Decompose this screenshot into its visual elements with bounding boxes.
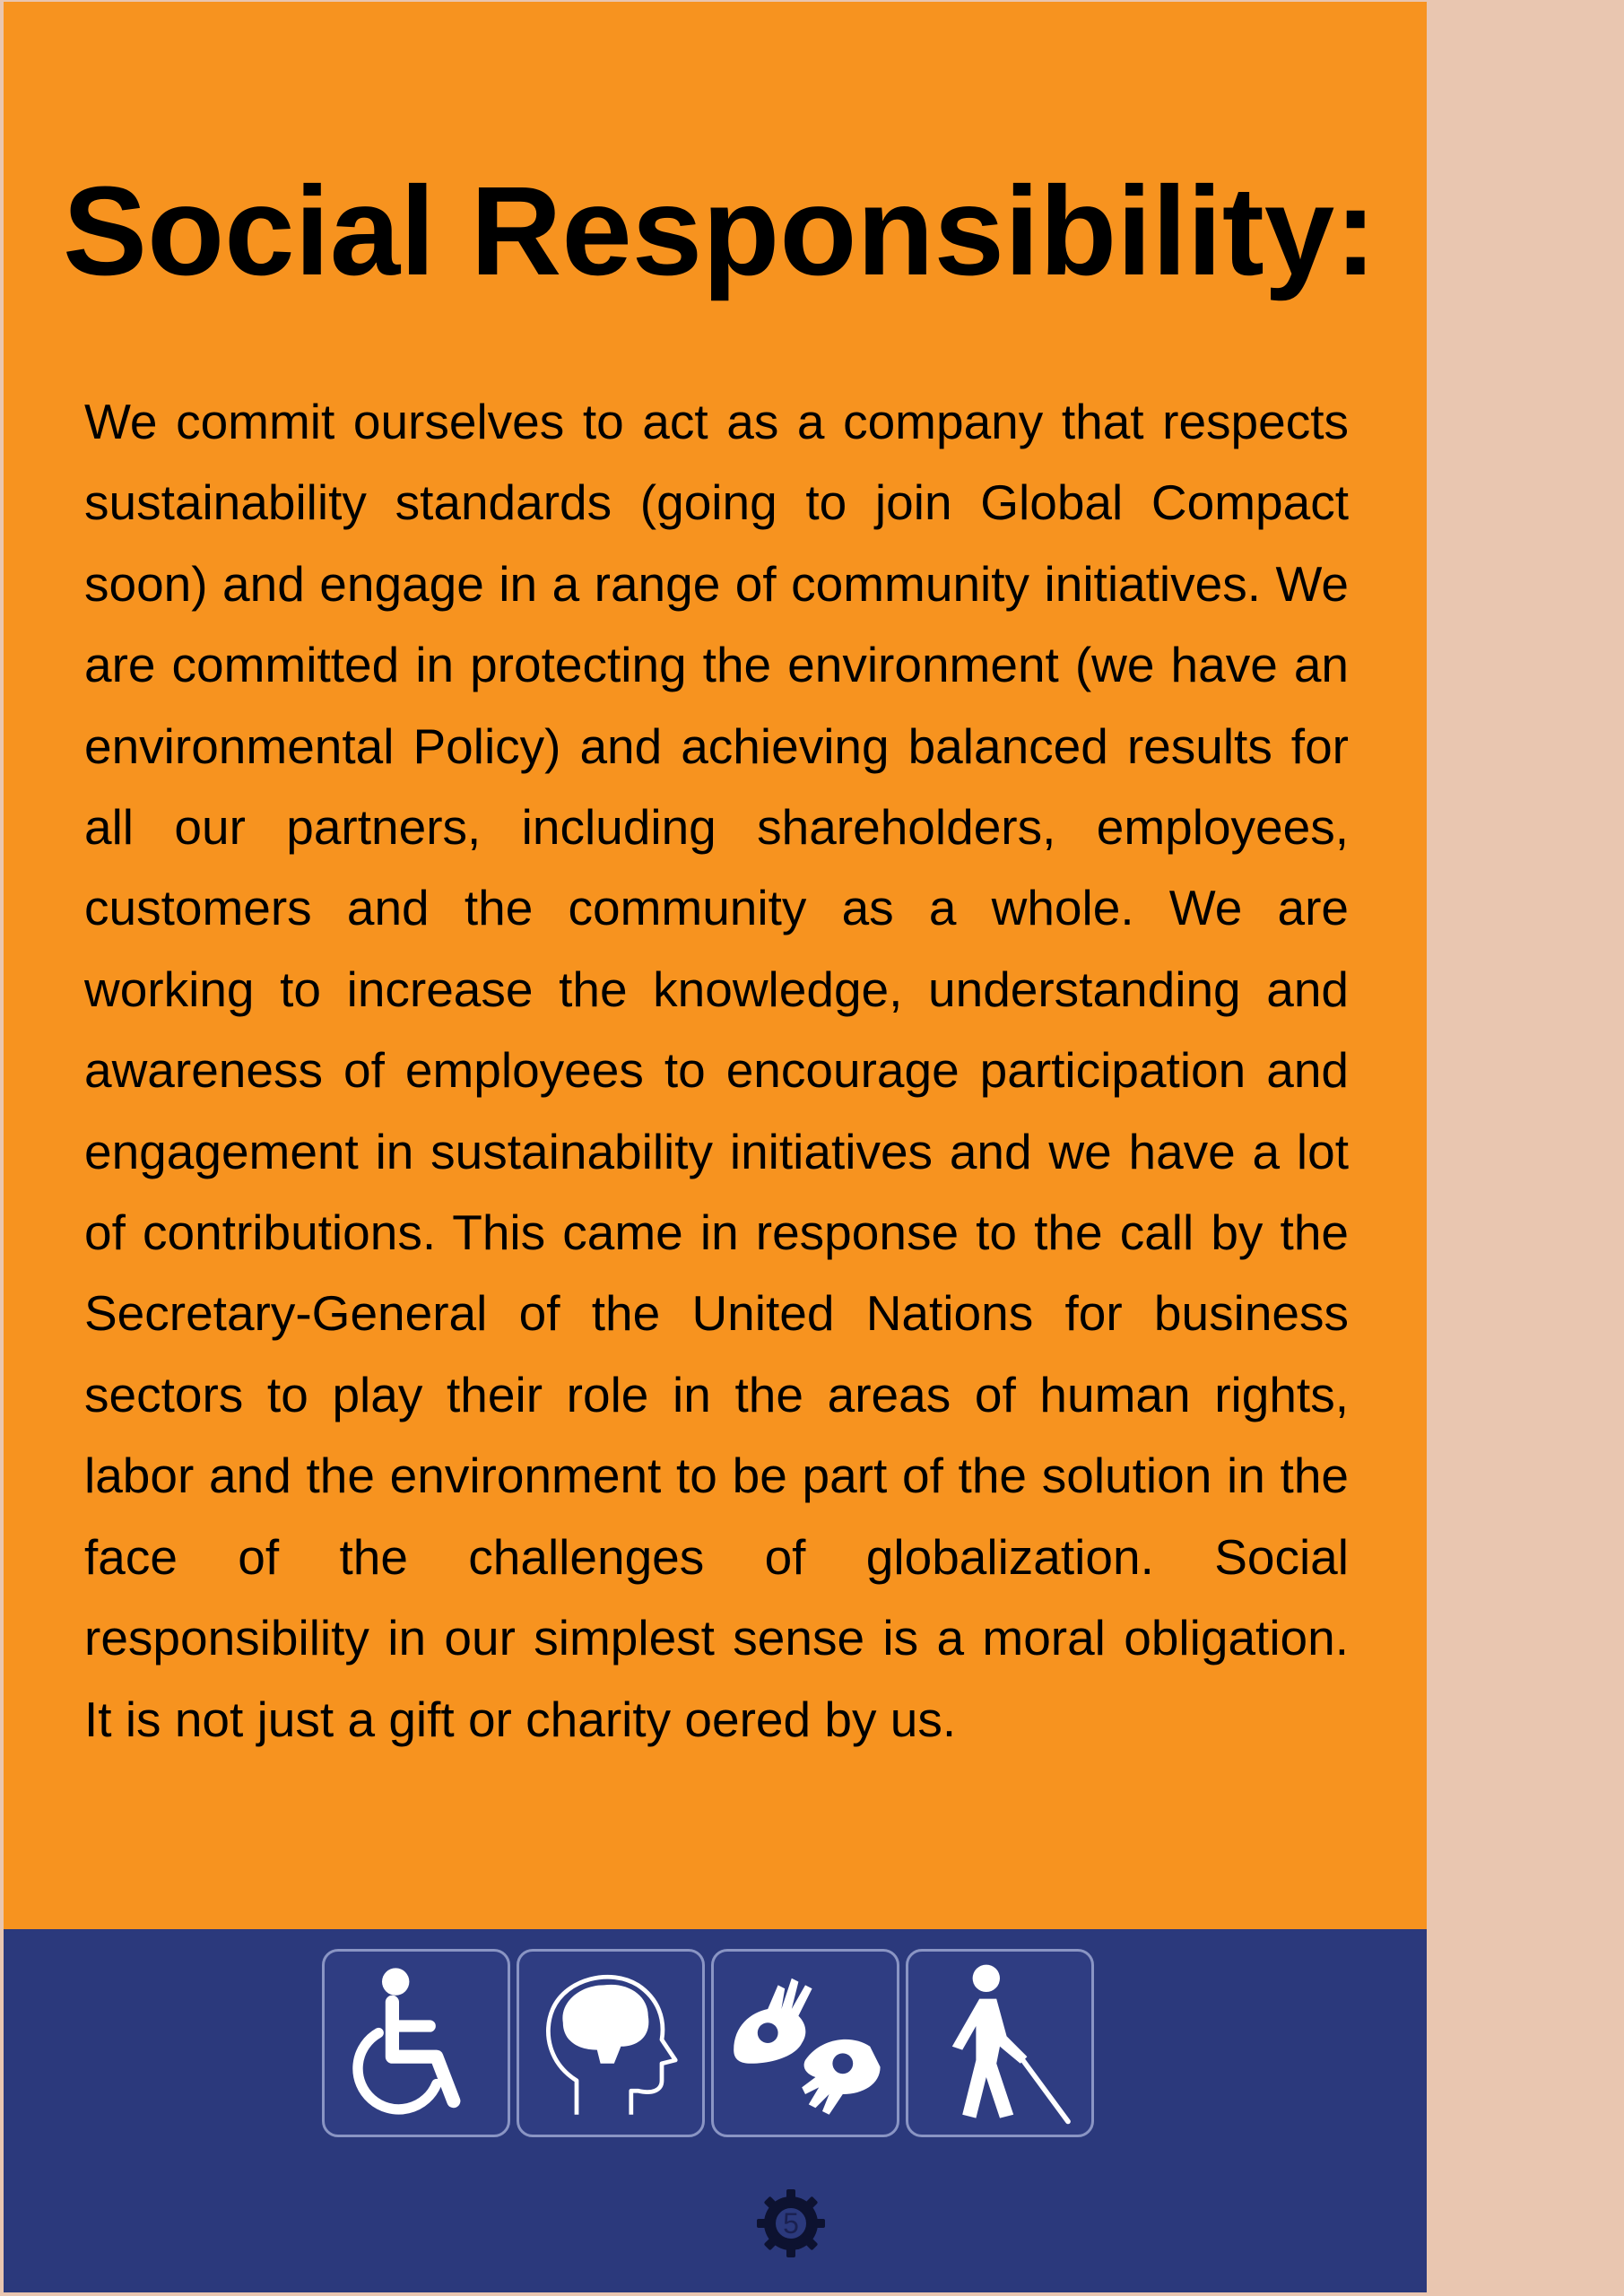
- page: [4, 2, 1427, 2292]
- page-title: Social Responsibility:: [63, 160, 1377, 301]
- blind-person-cane-icon: [906, 1949, 1094, 2137]
- footer-band: [4, 1929, 1427, 2292]
- accessibility-icons: [322, 1949, 1094, 2137]
- page-number-badge: [753, 2186, 829, 2261]
- head-brain-icon: [517, 1949, 705, 2137]
- page-number: 5: [783, 2207, 799, 2239]
- wheelchair-icon: [322, 1949, 510, 2137]
- sign-language-icon: [711, 1949, 899, 2137]
- body-paragraph: We commit ourselves to act as a company that respects sustainability standards (going to join Global Compact soon) and engage in a range of community initiatives. We are committed in protecting the environment (we have an environmental Policy) and achieving balanced results for all our partners, including shareholders, employees, customers and the community as a whole. We are working to increase the knowledge, understanding and awareness of employees to encourage participation and engagement in sustainability initiatives and we have a lot of contributions. This came in response to the call by the Secretary-General of the United Nations for business sectors to play their role in the areas of human rights, labor and the environment to be part of the solution in the face of the challenges of globalization. Social responsibility in our simplest sense is a moral obligation. It is not just a gift or charity oered by us.: [84, 394, 1349, 1747]
